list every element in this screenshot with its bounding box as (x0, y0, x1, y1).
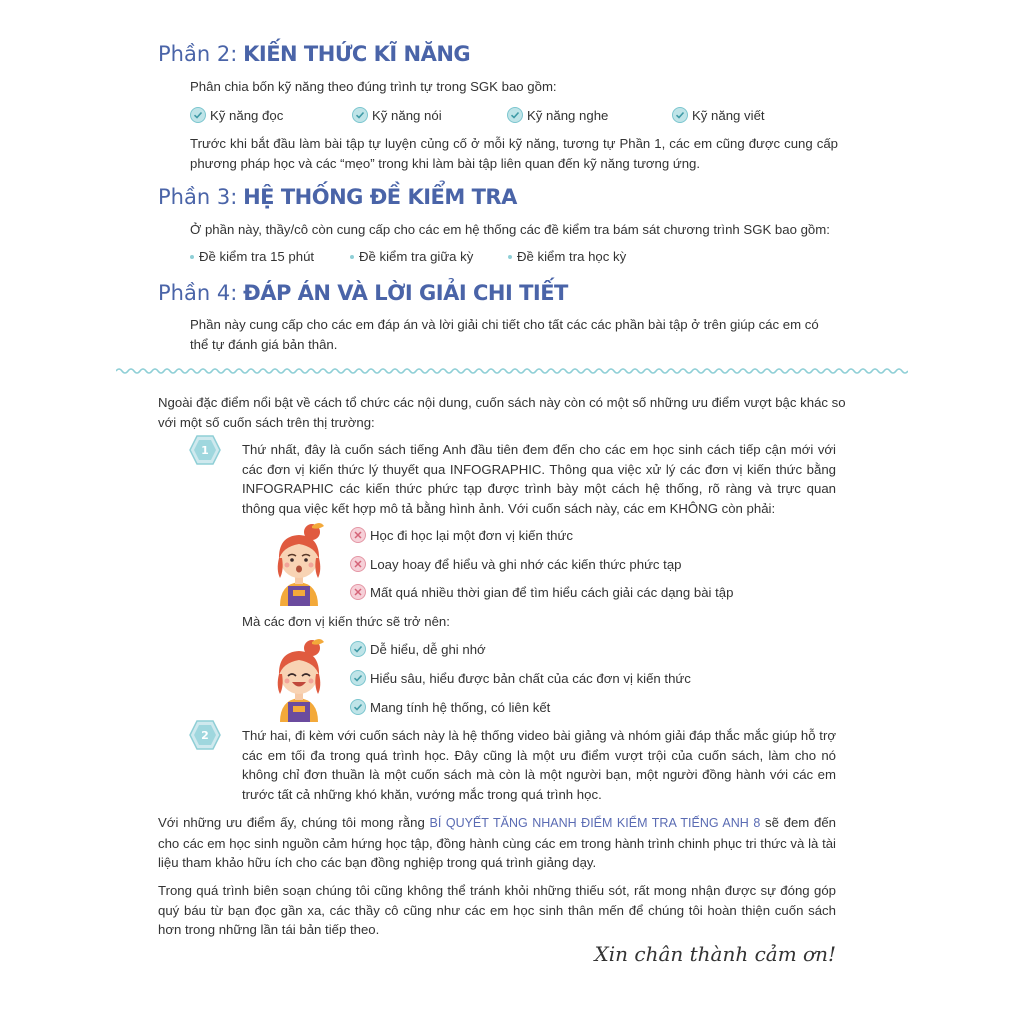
part2-title: KIẾN THỨC KĨ NĂNG (243, 42, 471, 66)
skill-item (672, 107, 765, 123)
part4-heading (158, 281, 568, 306)
point1-transition: Mà các đơn vị kiến thức sẽ trở nên: (242, 614, 450, 629)
negative-label: Loay hoay để hiểu và ghi nhớ các kiến thức phức tạp (370, 556, 682, 572)
skill-label: Kỹ năng nghe (527, 107, 609, 123)
positive-item (350, 670, 691, 686)
part4-body: Phần này cung cấp cho các em đáp án và lời giải chi tiết cho tất các các phần bài tập ở trên giúp các em có thể tự đánh giá bản thân. (190, 317, 819, 352)
check-circle-icon (350, 670, 366, 686)
part2-intro: Phân chia bốn kỹ năng theo đúng trình tự trong SGK bao gồm: (190, 79, 557, 94)
skill-item (190, 107, 283, 123)
test-label: Đề kiểm tra giữa kỳ (359, 249, 474, 264)
check-circle-icon (507, 107, 523, 123)
point2-text: Thứ hai, đi kèm với cuốn sách này là hệ thống video bài giảng và nhóm giải đáp thắc mắc giúp hỗ trợ các em tối đa trong quá trình học. Đây cũng là một ưu điểm vượt trội của cuốn sách, làm cho nó không chỉ đơn thuần là một cuốn sách mà còn là một người bạn, một người đồng hành với các em trước tất cả những khó khăn, vướng mắc trong quá trình học. (242, 728, 836, 802)
signature: Xin chân thành cảm ơn! (594, 942, 836, 966)
skill-label: Kỹ năng đọc (210, 107, 284, 123)
check-circle-icon (672, 107, 688, 123)
test-label: Đề kiểm tra học kỳ (517, 249, 627, 264)
bullet-icon (350, 255, 354, 259)
part2-prefix: Phần 2: (158, 42, 238, 66)
positive-item (350, 641, 486, 657)
book-title-highlight: BÍ QUYẾT TĂNG NHANH ĐIỂM KIỂM TRA TIẾNG ANH 8 (429, 816, 761, 830)
negative-label: Học đi học lại một đơn vị kiến thức (370, 527, 573, 543)
point1-text: Thứ nhất, đây là cuốn sách tiếng Anh đầu tiên đem đến cho các em học sinh cách tiếp cận mới với các đơn vị kiến thức lý thuyết qua INFOGRAPHIC. Thông qua việc xử lý các đơn vị kiến thức bằng INFOGRAPHIC các kiến thức phức tạp được trình bày một cách hệ thống, rõ ràng và trực quan thông qua việc kết hợp mô tả bằng hình ảnh. Với cuốn sách này, các em KHÔNG còn phải: (242, 442, 836, 516)
closing-paragraph-1 (158, 813, 836, 873)
closing1-before: Với những ưu điểm ấy, chúng tôi mong rằng (158, 815, 430, 830)
skill-item (507, 107, 608, 123)
check-circle-icon (190, 107, 206, 123)
negative-item (350, 584, 733, 600)
positive-item (350, 699, 550, 715)
positive-label: Mang tính hệ thống, có liên kết (370, 699, 551, 715)
part2-heading (158, 42, 470, 67)
bullet-icon (508, 255, 512, 259)
part4-title: ĐÁP ÁN VÀ LỜI GIẢI CHI TIẾT (243, 281, 568, 305)
x-circle-icon (350, 556, 366, 572)
test-item (508, 249, 626, 264)
test-item (190, 249, 314, 264)
closing-paragraph-2: Trong quá trình biên soạn chúng tôi cũng không thể tránh khỏi những thiếu sót, rất mong nhận được sự đóng góp quý báu từ bạn đọc gần xa, các thầy cô cũng như các em học sinh thân mến để chúng tôi hoàn thiện cuốn sách hơn trong những lần tái bản tiếp theo. (158, 883, 836, 937)
negative-item (350, 556, 682, 572)
part3-heading (158, 185, 517, 210)
skill-item (352, 107, 442, 123)
part3-prefix: Phần 3: (158, 185, 238, 209)
skill-label: Kỹ năng viết (692, 107, 765, 123)
skill-label: Kỹ năng nói (372, 107, 442, 123)
wavy-divider (116, 364, 908, 378)
point1-number: 1 (201, 444, 209, 457)
negative-label: Mất quá nhiều thời gian để tìm hiểu cách giải các dạng bài tập (370, 584, 734, 600)
negative-item (350, 527, 573, 543)
check-circle-icon (350, 641, 366, 657)
test-item (350, 249, 473, 264)
bullet-icon (190, 255, 194, 259)
check-circle-icon (350, 699, 366, 715)
intro-paragraph: Ngoài đặc điểm nổi bật về cách tổ chức các nội dung, cuốn sách này còn có một số những ưu điểm vượt bậc khác so với một số cuốn sách trên thị trường: (158, 395, 846, 430)
hexagon-number-icon (189, 720, 221, 750)
x-circle-icon (350, 584, 366, 600)
part3-title: HỆ THỐNG ĐỀ KIỂM TRA (243, 185, 517, 209)
part2-body: Trước khi bắt đầu làm bài tập tự luyện củng cố ở mỗi kỹ năng, tương tự Phần 1, các em cũng được cung cấp phương pháp học và các “mẹo” trong khi làm bài tập liên quan đến kỹ năng tương ứng. (190, 136, 838, 171)
part4-prefix: Phần 4: (158, 281, 238, 305)
part3-intro: Ở phần này, thầy/cô còn cung cấp cho các em hệ thống các đề kiểm tra bám sát chương trình SGK bao gồm: (190, 222, 830, 237)
happy-girl-illustration (266, 636, 332, 722)
positive-label: Dễ hiểu, dễ ghi nhớ (370, 641, 486, 657)
point2-number: 2 (201, 729, 209, 742)
x-circle-icon (350, 527, 366, 543)
check-circle-icon (352, 107, 368, 123)
closing1-after: sẽ đem đến cho các em học sinh nguồn cảm hứng học tập, đồng hành cùng các em trong hành trình chinh phục tri thức và là tài liệu tham khảo hữu ích cho các bạn đồng nghiệp trong quá trình giảng dạy. (158, 815, 836, 870)
hexagon-number-icon (189, 435, 221, 465)
test-label: Đề kiểm tra 15 phút (199, 249, 315, 264)
positive-label: Hiểu sâu, hiểu được bản chất của các đơn vị kiến thức (370, 670, 691, 686)
sad-girl-illustration (266, 520, 332, 606)
